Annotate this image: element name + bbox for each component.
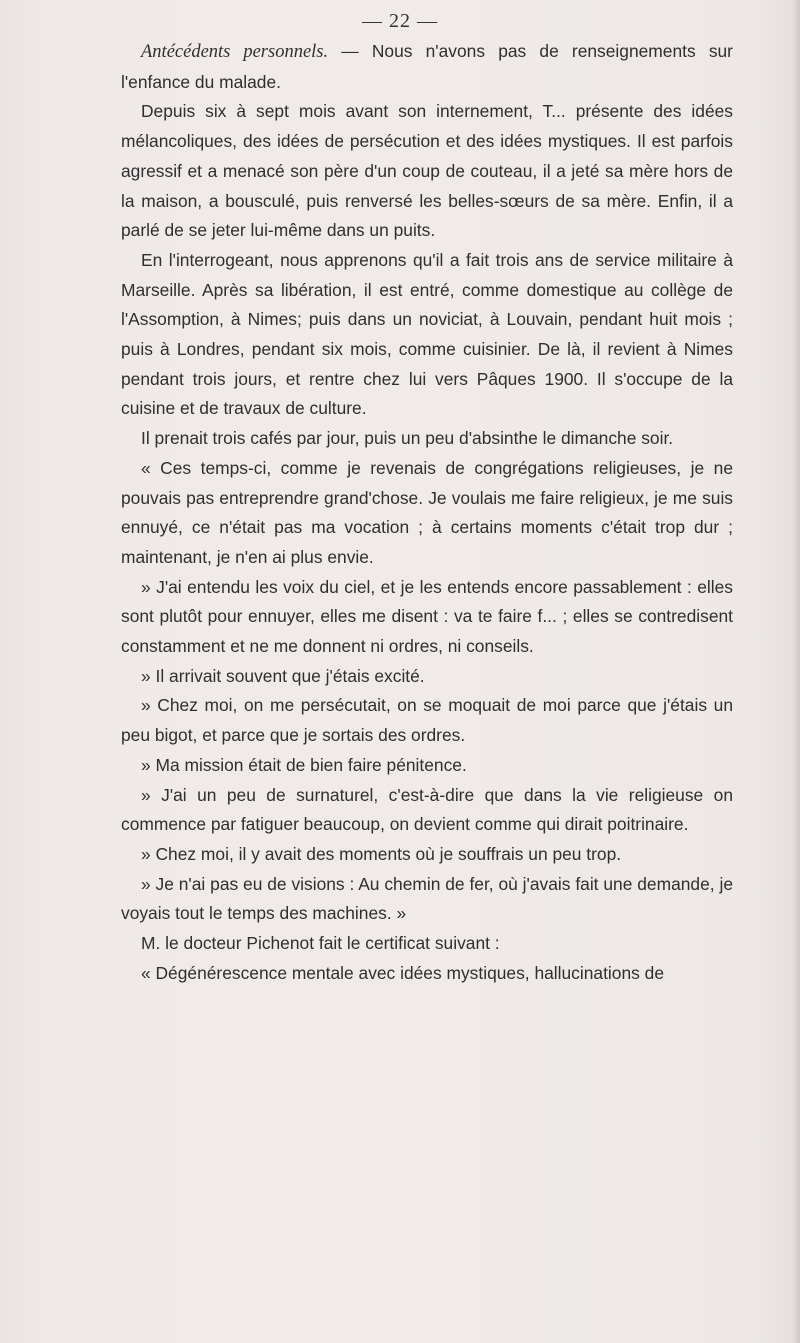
paragraph-8: » Ma mission était de bien faire pénitence. (141, 754, 467, 775)
paragraph-7: » Chez moi, on me persécutait, on se moquait de moi parce que j'étais un peu bigot, et parce que je sortais des ordres. (121, 695, 733, 746)
paragraph-11: » Je n'ai pas eu de visions : Au chemin de fer, où j'avais fait une demande, je voyais tout le temps des machines. » (121, 873, 733, 924)
paragraph-9: » J'ai un peu de surnaturel, c'est-à-dire que dans la vie religieuse on commence par fatiguer beaucoup, on devient comme qui dirait poitrinaire. (121, 784, 733, 835)
intro-text: — Nous n'avons pas de renseignements sur l'enfance du malade. (121, 41, 733, 92)
paragraph-12: M. le docteur Pichenot fait le certificat suivant : (141, 933, 500, 954)
paragraph-3: Il prenait trois cafés par jour, puis un peu d'absinthe le dimanche soir. (141, 428, 674, 449)
paragraph-2: En l'interrogeant, nous apprenons qu'il a fait trois ans de service militaire à Marseille. Après sa libération, il est entré, comme domestique au collège de l'Assomption, à Nimes; puis dans un noviciat, à Louvain, pendant huit mois ; puis à Londres, pendant six mois, comme cuisinier. De là, il revient à Nimes pendant trois jours, et rentre chez lui vers Pâques 1900. Il s'occupe de la cuisine et de travaux de culture. (121, 249, 733, 419)
paragraph-1: Depuis six à sept mois avant son internement, T... présente des idées mélancoliques, des idées de persécution et des idées mystiques. Il est parfois agressif et a menacé son père d'un coup de couteau, il a jeté sa mère hors de la maison, a bousculé, puis renversé les belles-sœurs de sa mère. Enfin, il a parlé de se jeter lui-même dans un puits. (121, 101, 733, 241)
paragraph-4: « Ces temps-ci, comme je revenais de congrégations religieuses, je ne pouvais pas entreprendre grand'chose. Je voulais me faire religieux, je me suis ennuyé, ce n'était pas ma vocation ; à certains moments c'était trop dur ; maintenant, je n'en ai plus envie. (121, 457, 733, 567)
paragraph-6: » Il arrivait souvent que j'étais excité. (141, 665, 425, 686)
paragraph-intro (121, 37, 733, 97)
paragraph-5: » J'ai entendu les voix du ciel, et je les entends encore passablement : elles sont plutôt pour ennuyer, elles me disent : va te faire f... ; elles se contredisent constamment et ne me donnent ni ordres, ni conseils. (121, 576, 733, 657)
page-edge-shadow (792, 0, 800, 1343)
section-heading: Antécédents personnels. (141, 42, 329, 62)
paragraph-10: » Chez moi, il y avait des moments où je souffrais un peu trop. (141, 843, 622, 864)
paragraph-13: « Dégénérescence mentale avec idées mystiques, hallucinations de (141, 962, 664, 983)
body-text (121, 37, 733, 989)
page-number: — 22 — (362, 10, 438, 32)
